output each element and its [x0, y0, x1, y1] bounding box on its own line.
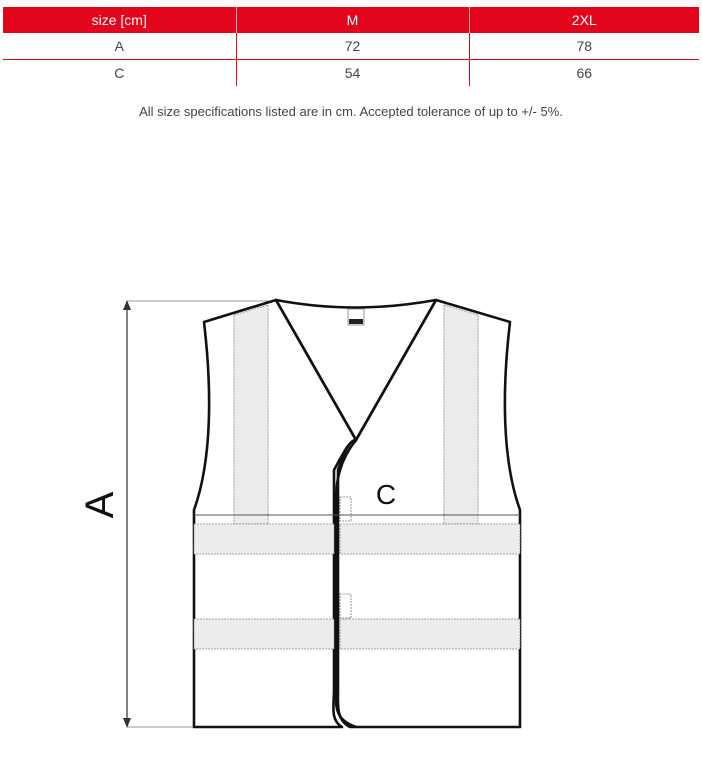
cell-c-2xl: 66: [576, 65, 593, 81]
header-m: M: [236, 7, 469, 33]
dimension-a-label: A: [78, 491, 122, 519]
header-size: size [cm]: [3, 7, 236, 33]
neck-label: [348, 309, 364, 325]
row-label-a: A: [3, 33, 236, 60]
neckline: [276, 300, 436, 308]
cell-c-m: 54: [236, 60, 469, 87]
row-label-c: C: [3, 60, 236, 87]
cell-a-m: 72: [236, 33, 469, 60]
header-2xl: 2XL: [469, 7, 699, 33]
cell-a-2xl: 78: [469, 33, 699, 60]
tolerance-note: All size specifications listed are in cm. Accepted tolerance of up to +/- 5%.: [139, 104, 563, 119]
dimension-c-label: C: [375, 479, 397, 510]
